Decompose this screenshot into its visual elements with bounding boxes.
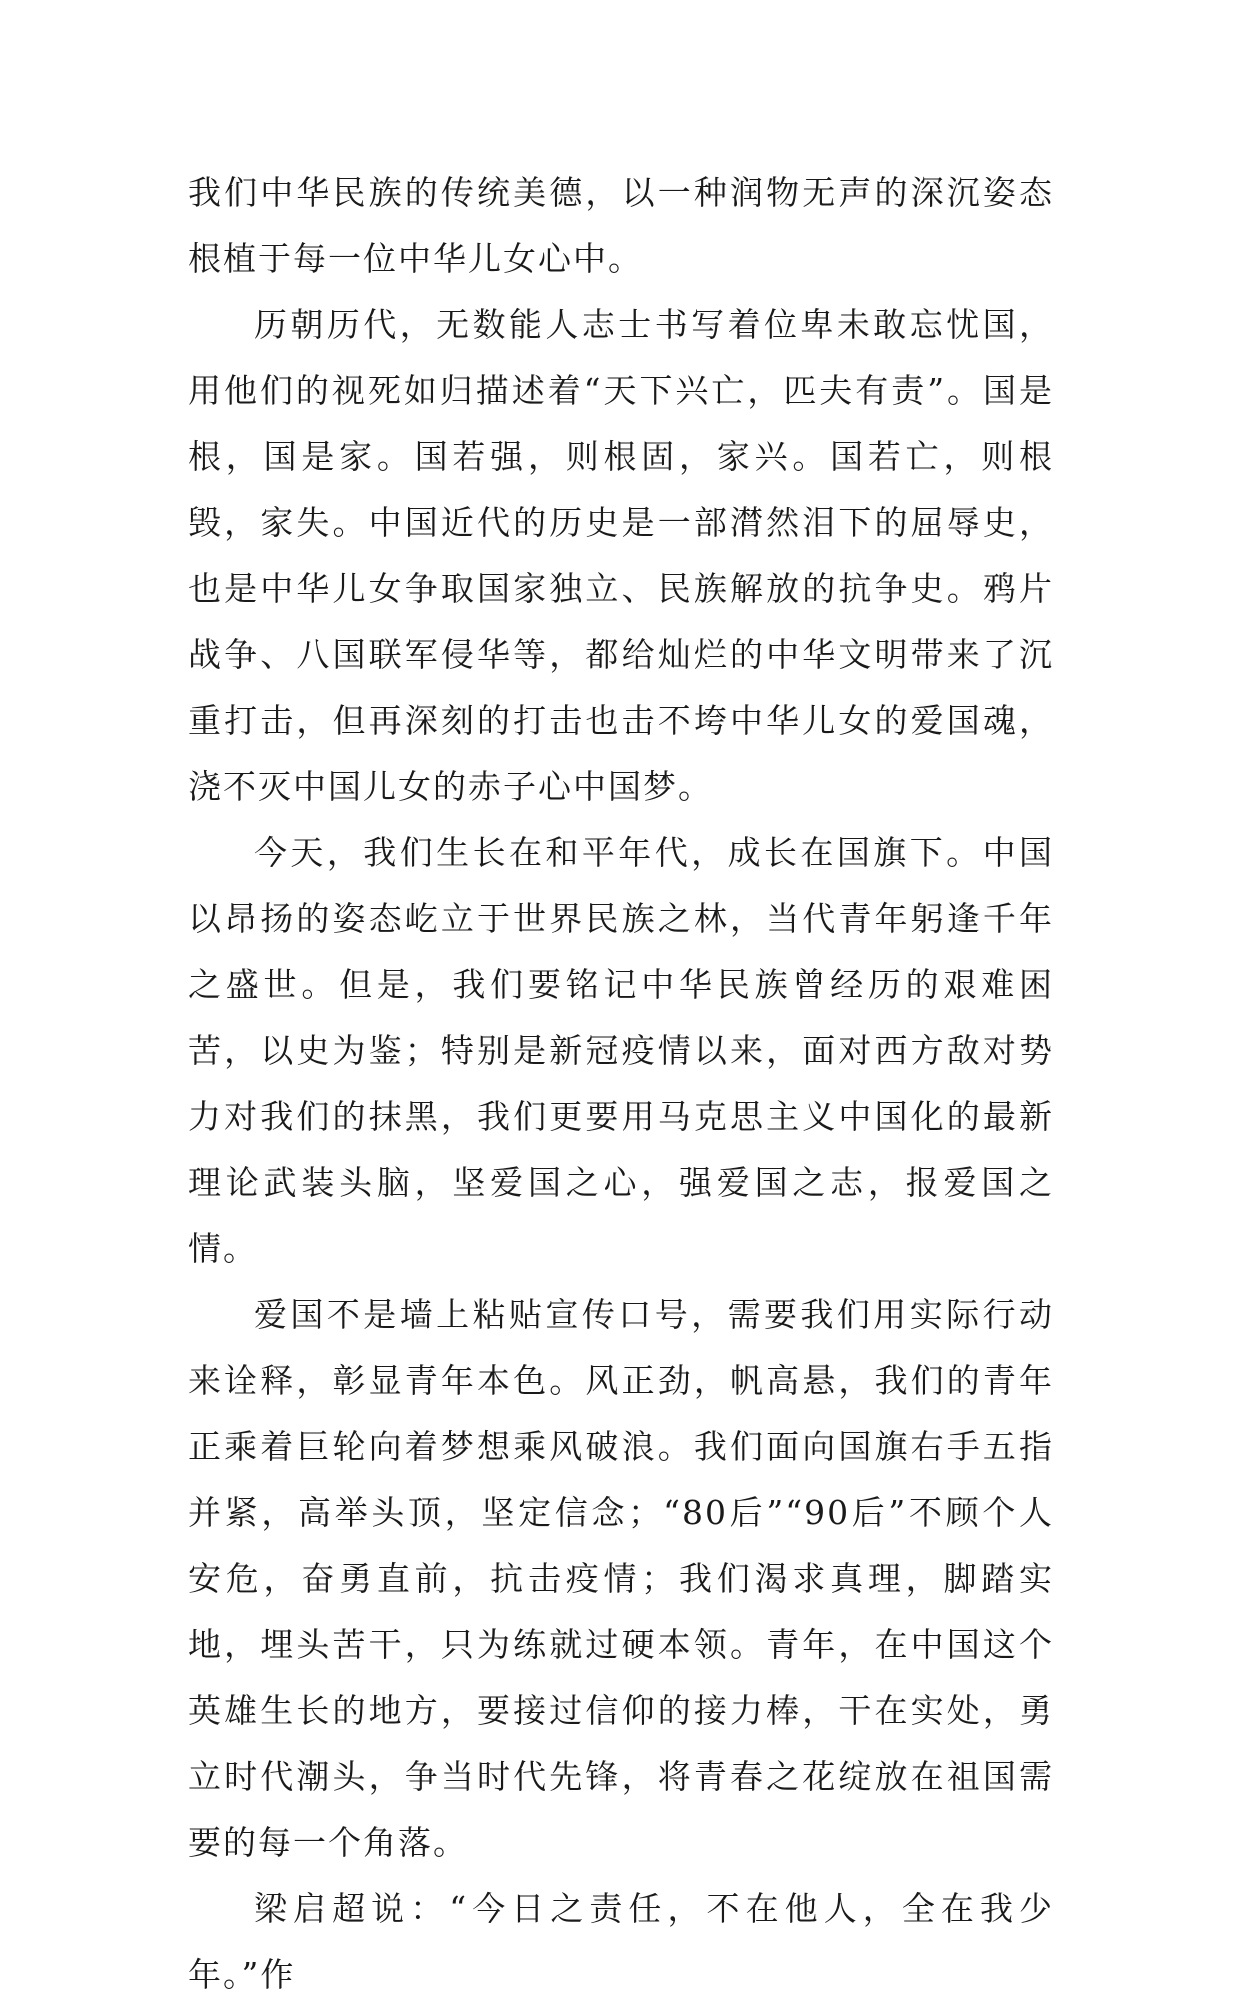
paragraph-1: 我们中华民族的传统美德，以一种润物无声的深沉姿态根植于每一位中华儿女心中。	[188, 173, 1054, 278]
paragraph-3: 今天，我们生长在和平年代，成长在国旗下。中国以昂扬的姿态屹立于世界民族之林，当代青年躬逢千年之盛世。但是，我们要铭记中华民族曾经历的艰难困苦，以史为鉴；特别是新冠疫情以来，面对西方敌对势力对我们的抹黑，我们更要用马克思主义中国化的最新理论武装头脑，坚爱国之心，强爱国之志，报爱国之情。	[188, 833, 1054, 1268]
paragraph-5: 梁启超说：“今日之责任，不在他人，全在我少年。”作	[188, 1889, 1054, 1994]
paragraph-2: 历朝历代，无数能人志士书写着位卑未敢忘忧国，用他们的视死如归描述着“天下兴亡，匹夫有责”。国是根，国是家。国若强，则根固，家兴。国若亡，则根毁，家失。中国近代的历史是一部潸然泪下的屈辱史，也是中华儿女争取国家独立、民族解放的抗争史。鸦片战争、八国联军侵华等，都给灿烂的中华文明带来了沉重打击，但再深刻的打击也击不垮中华儿女的爱国魂，浇不灭中国儿女的赤子心中国梦。	[188, 305, 1054, 806]
paragraph-4: 爱国不是墙上粘贴宣传口号，需要我们用实际行动来诠释，彰显青年本色。风正劲，帆高悬，我们的青年正乘着巨轮向着梦想乘风破浪。我们面向国旗右手五指并紧，高举头顶，坚定信念；“80后”“90后”不顾个人安危，奋勇直前，抗击疫情；我们渴求真理，脚踏实地，埋头苦干，只为练就过硬本领。青年，在中国这个英雄生长的地方，要接过信仰的接力棒，干在实处，勇立时代潮头，争当时代先锋，将青春之花绽放在祖国需要的每一个角落。	[188, 1295, 1054, 1862]
document-body	[188, 160, 1054, 2008]
